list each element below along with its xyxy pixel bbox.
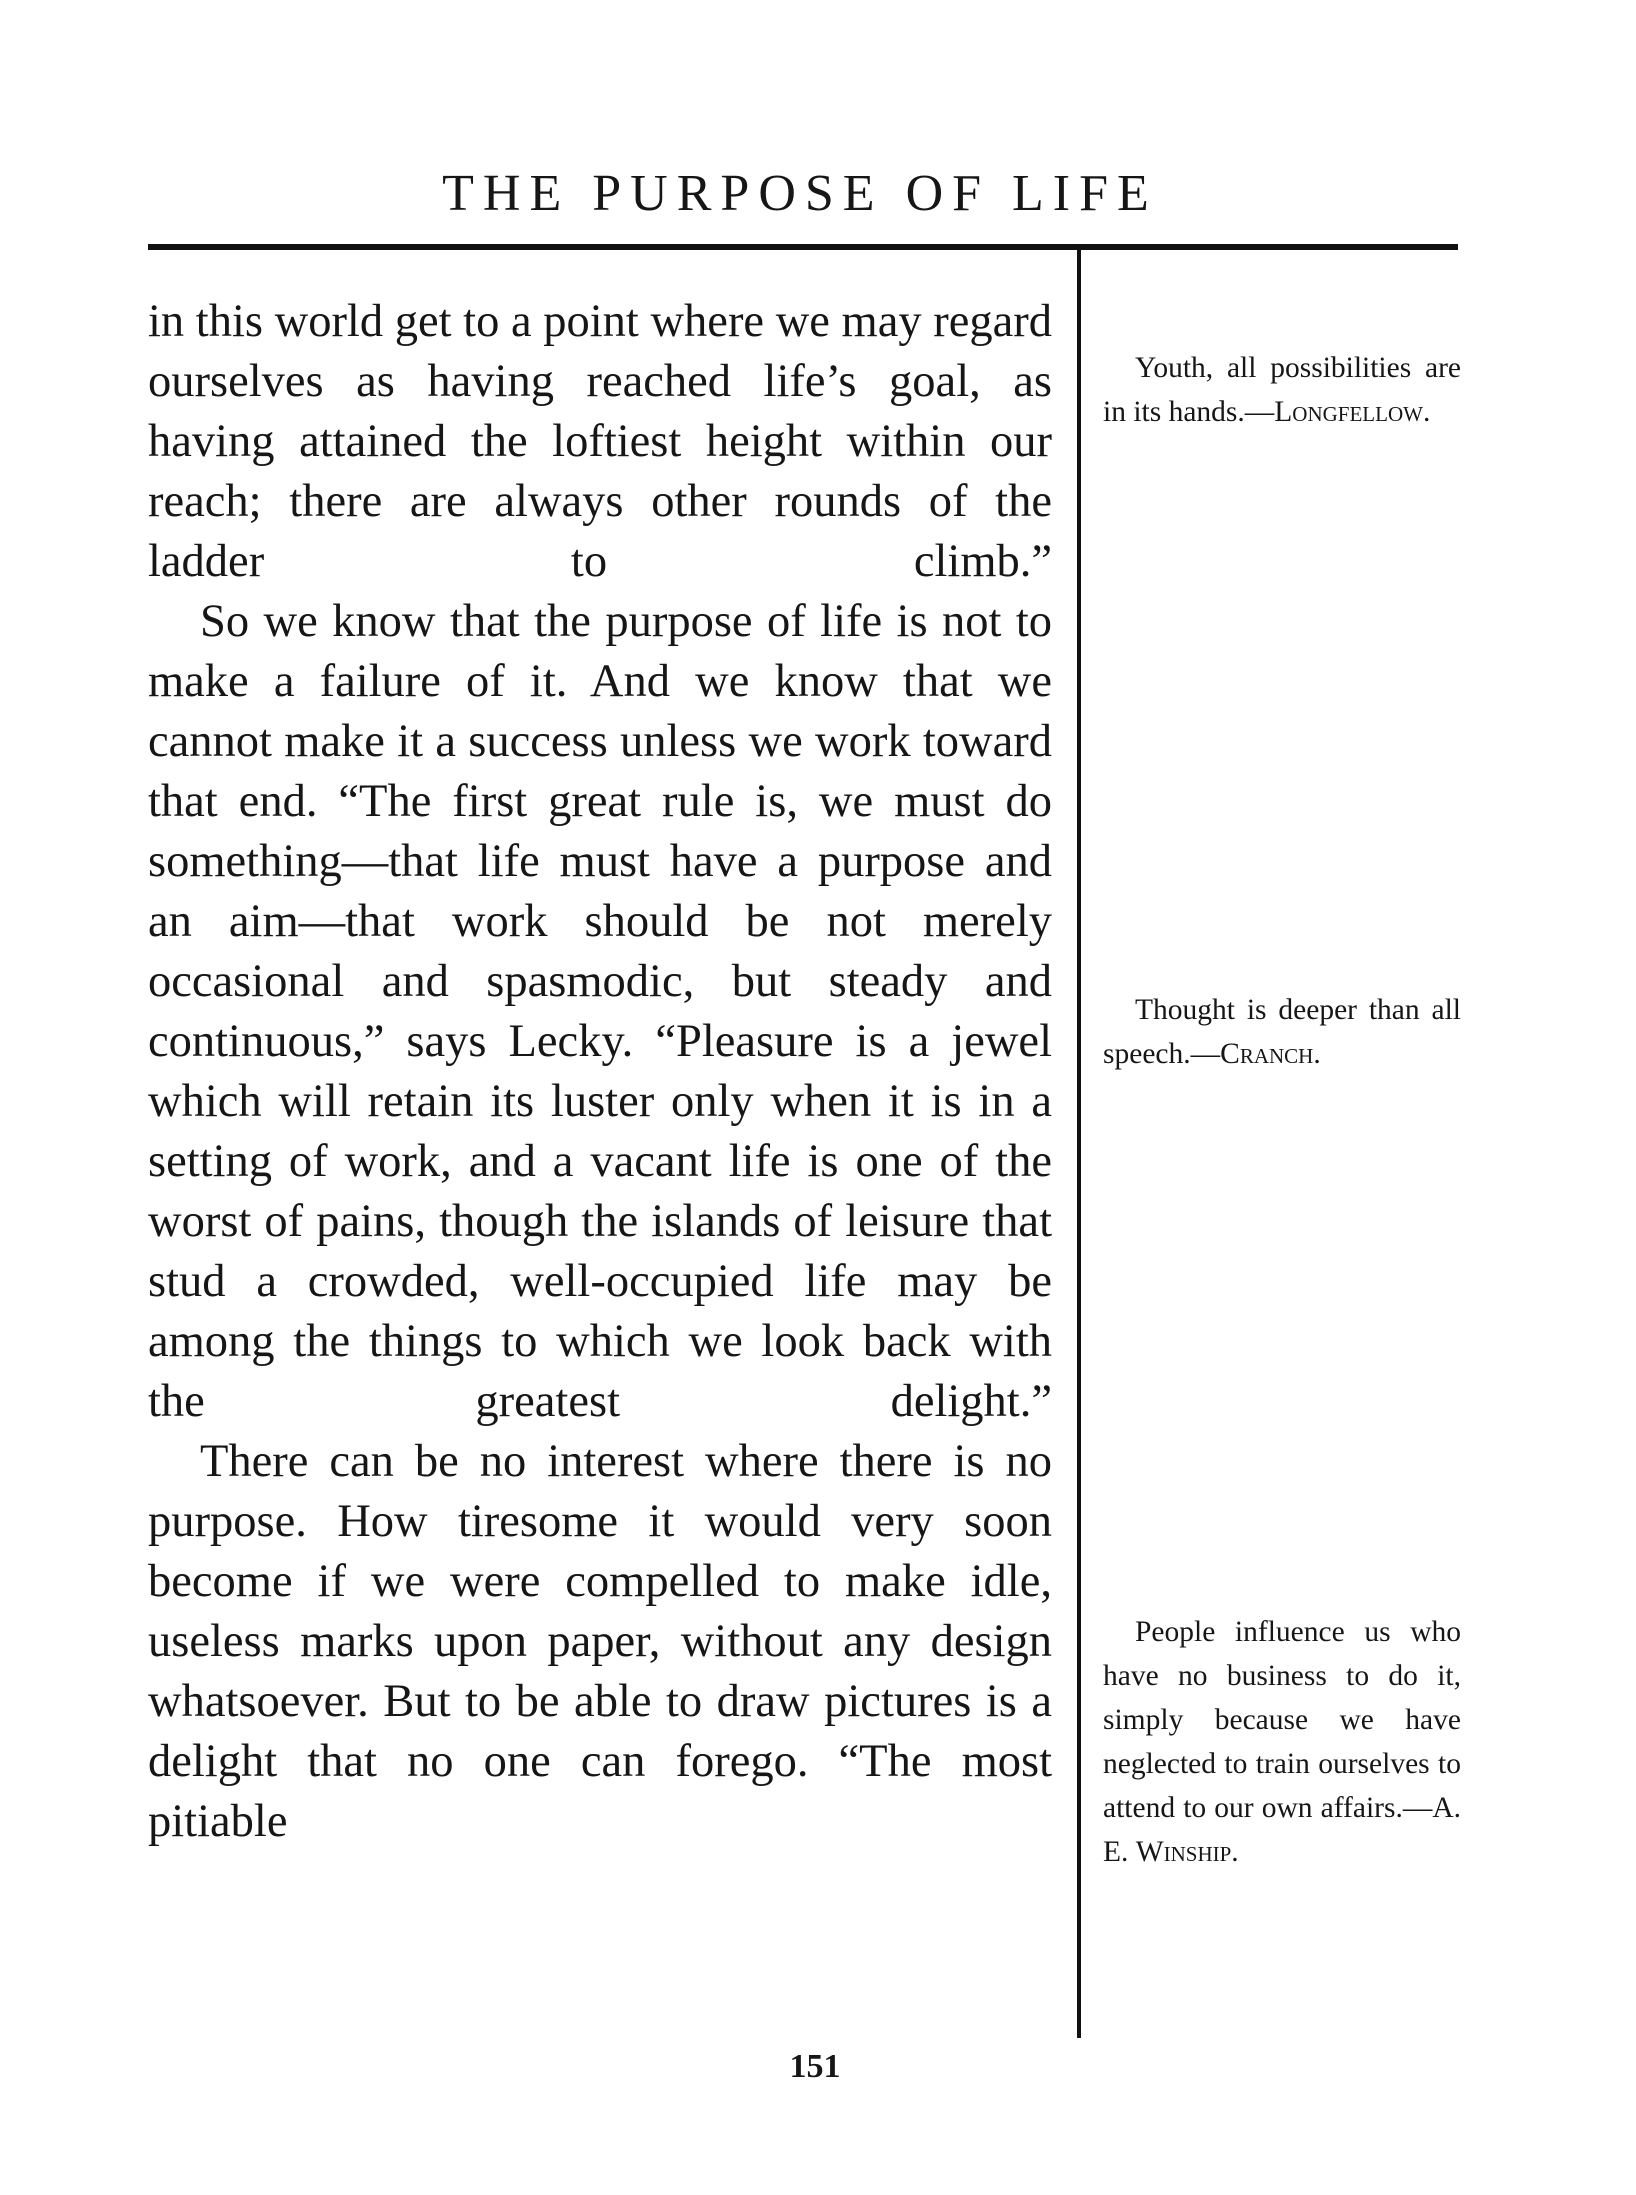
sidenote-cranch — [1103, 988, 1461, 1076]
body-paragraph-3: There can be no interest where there is no purpose. How tiresome it would very soon become if we were compelled to make idle, useless marks upon paper, without any design whatsoever. But to be able to draw pictures is a delight that no one can forego. “The most pitiable — [148, 1436, 1052, 1847]
sidenote-winship — [1103, 1610, 1461, 1874]
body-paragraph-2: So we know that the purpose of life is not to make a failure of it. And we know that we cannot make it a success unless we work toward that end. “The first great rule is, we must do something—that life must have a purpose and an aim—that work should be not merely occasional and spasmodic, but steady and continuous,” says Lecky. “Pleasure is a jewel which will retain its luster only when it is in a setting of work, and a vacant life is one of the worst of pains, though the islands of leisure that stud a crowded, well-occupied life may be among the things to which we look back with the greatest delight.” — [148, 596, 1052, 1427]
sidenote-quote: Youth, all possibilities are in its hands.— — [1103, 352, 1461, 428]
column-divider-rule — [1077, 248, 1081, 2038]
sidenote-author: Longfellow. — [1274, 396, 1431, 428]
sidenote-quote: Thought is deeper than all speech.— — [1103, 994, 1461, 1070]
running-head: THE PURPOSE OF LIFE — [442, 165, 1158, 222]
header-rule — [148, 244, 1458, 250]
main-text-column — [148, 292, 1052, 1852]
body-paragraph-1: in this world get to a point where we may regard ourselves as having reached life’s goal, as having attained the loftiest height within our reach; there are always other rounds of the ladder to climb.” — [148, 296, 1052, 587]
sidenote-longfellow — [1103, 346, 1461, 434]
sidenote-author: Cranch. — [1220, 1038, 1321, 1070]
sidenote-author: Winship. — [1135, 1836, 1239, 1868]
page-number: 151 — [789, 2048, 841, 2085]
sidenote-quote: People influence us who have no business to do it, simply because we have neglected to train ourselves to attend to our own affairs.—A. E. — [1103, 1616, 1461, 1868]
